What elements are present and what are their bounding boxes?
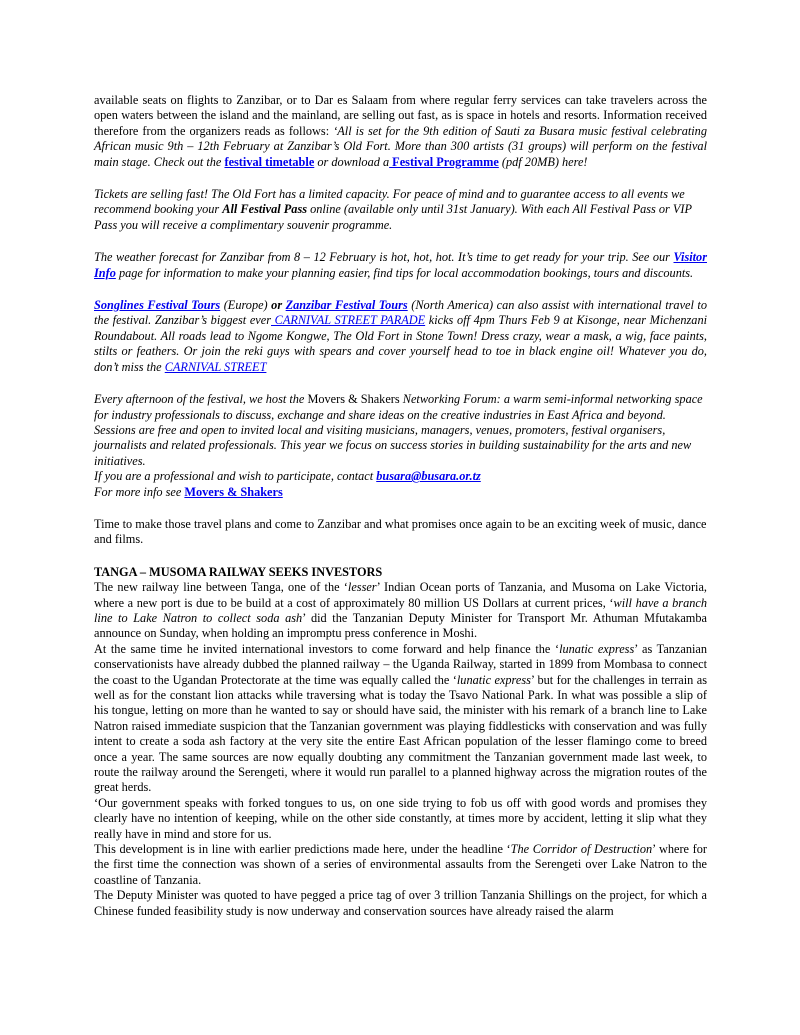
text-span: available seats on flights to Zanzibar, or to Dar es Salaam from where regular ferry services can take travelers across the open waters between the island and the mainland, are selling out fast, as is space in hotels and resorts. Information received therefore from the organizers reads as follows: [94, 93, 707, 138]
text-span: online (available only until 31st January). With each All Festival Pass or VIP Pass you will receive a complimentary souvenir programme. [94, 202, 692, 232]
text-span: For more info see [94, 484, 185, 499]
text-span: Every afternoon of the festival, we host the [94, 392, 308, 407]
spacer [94, 170, 707, 187]
text-span: ‘Our government speaks with forked tongues to us, on one side trying to fob us off with good words and promises they clearly have no intention of keeping, while on the other side constantly, at times more by accident, letting it slip what they really have in mind and store for us. [94, 795, 707, 841]
carnival-parade-link[interactable]: CARNIVAL STREET PARADE [271, 313, 426, 328]
festival-timetable-link[interactable]: festival timetable [224, 154, 315, 169]
paragraph-tours [94, 298, 707, 375]
text-span: (North America) can also assist with international travel to the festival. Zanzibar’s biggest ever [94, 298, 707, 328]
paragraph-investors [94, 642, 707, 796]
zanzibar-tours-link[interactable]: Zanzibar Festival Tours [285, 298, 408, 313]
italic-text: lunatic express [559, 641, 635, 656]
text-span: Tickets are selling fast! The Old Fort has a limited capacity. For peace of mind and to guarantee access to all events we recommend booking your [94, 187, 685, 217]
text-span: Time to make those travel plans and come to Zanzibar and what promises once again to be an exciting week of music, dance and films. [94, 516, 707, 547]
paragraph-railway [94, 580, 707, 642]
or-text: or [271, 298, 283, 313]
paragraph-corridor [94, 842, 707, 888]
text-span: The Deputy Minister was quoted to have pegged a price tag of over 3 trillion Tanzania Shillings on the project, for which a Chinese funded feasibility study is now underway and conservation sources have already raised the alarm [94, 888, 707, 918]
quote-text: or download a [314, 154, 390, 169]
spacer [94, 281, 707, 298]
text-span: page for information to make your planning easier, find tips for local accommodation bookings, tours and discounts. [115, 265, 694, 280]
paragraph-forked-tongues [94, 796, 707, 842]
text-span: (Europe) [220, 298, 272, 313]
all-festival-pass-text: All Festival Pass [222, 202, 308, 217]
spacer [94, 500, 707, 517]
text-span: ’ Indian Ocean ports of Tanzania, and Musoma on Lake Victoria, where a new port is due to be build at a cost of approximately 80 million US Dollars at current prices, ‘ [94, 580, 707, 610]
movers-shakers-text: Movers & Shakers [307, 392, 400, 407]
italic-text: lunatic express [456, 672, 531, 687]
section-heading: TANGA – MUSOMA RAILWAY SEEKS INVESTORS [94, 564, 383, 579]
italic-text: The Corridor of Destruction [510, 842, 653, 857]
songlines-tours-link[interactable]: Songlines Festival Tours [94, 298, 221, 313]
text-span: The weather forecast for Zanzibar from 8 – 12 February is hot, hot, hot. It’s time to get ready for your trip. See our [94, 250, 674, 265]
carnival-street-link[interactable]: CARNIVAL STREET [164, 359, 267, 374]
text-span: kicks off 4pm Thurs Feb 9 at Kisonge, near Michenzani Roundabout. All roads lead to Ngome Kongwe, The Old Fort in Stone Town! Dress crazy, wear a mask, a wig, face paints, stilts or feathers. Or join the reki guys with spears and cover yourself head to toe in black engine oil! Whatever you do, don’t miss the [94, 313, 708, 374]
paragraph-networking [94, 392, 707, 500]
paragraph-tickets [94, 187, 707, 233]
text-span: At the same time he invited international investors to come forward and help finance the ‘ [94, 641, 560, 656]
paragraph-weather [94, 250, 707, 281]
text-span: The new railway line between Tanga, one of the ‘ [94, 580, 348, 595]
paragraph-flights [94, 93, 707, 170]
spacer [94, 375, 707, 392]
spacer [94, 548, 707, 565]
quote-text: (pdf 20MB) here! [498, 154, 588, 169]
text-span: If you are a professional and wish to participate, contact [94, 469, 377, 484]
spacer [94, 233, 707, 250]
document-page [94, 93, 707, 919]
italic-text: lesser [347, 580, 377, 595]
text-span: ’ where for the first time the connection was shown of a series of environmental assaults from the Serengeti over Lake Natron to the coastline of Tanzania. [94, 842, 707, 887]
text-span: ’ as Tanzanian conservationists have already dubbed the planned railway – the Uganda Railway, started in 1899 from Mombasa to connect the coast to the Ugandan Protectorate at the time was equally called the ‘ [94, 641, 708, 687]
paragraph-travel-plans [94, 517, 707, 548]
italic-text: will have a branch line to Lake Natron to collect soda ash [94, 595, 707, 625]
text-span: ’ but for the challenges in terrain as well as for the constant lion attacks while traversing what is today the Tsavo National Park. In what was possible a slip of his tongue, letting on more than he wanted to say or should have said, the minister with his remark of a branch line to Lake Natron raised immediate suspicion that the Tanzanian government was playing fiddlesticks with conservation and was fully intent to create a soda ash factory at the very site the entire East African population of the lesser flamingo come to breed once a year. The same sources are now equally doubting any commitment the Tanzanian government made last week, to route the railway around the Serengeti, where it would run parallel to a planned highway across the migration routes of the great herds. [94, 672, 707, 795]
text-span: ’ did the Tanzanian Deputy Minister for Transport Mr. Athuman Mfutakamba announce on Sunday, when holding an impromptu press conference in Moshi. [94, 610, 707, 641]
movers-shakers-link[interactable]: Movers & Shakers [184, 484, 283, 499]
visitor-info-link[interactable]: Visitor Info [94, 250, 707, 280]
paragraph-price-tag [94, 888, 707, 919]
text-span: This development is in line with earlier predictions made here, under the headline ‘ [94, 842, 511, 857]
quote-text: ‘All is set for the 9th edition of Sauti za Busara music festival celebrating African music 9th – 12th February at Zanzibar’s Old Fort. More than 300 artists (31 groups) will perform on the festival main stage. Check out the [94, 123, 707, 169]
busara-email-link[interactable]: busara@busara.or.tz [376, 469, 481, 484]
festival-programme-link[interactable]: Festival Programme [389, 154, 499, 169]
text-span: Networking Forum: a warm semi-informal networking space for industry professionals to discuss, exchange and share ideas on the creative industries in East Africa and beyond. Sessions are free and open to invited local and visiting musicians, managers, venues, promoters, festival organisers, journalists and related professionals. This year we focus on success stories in building sustainability for the arts and new initiatives. [94, 392, 703, 468]
